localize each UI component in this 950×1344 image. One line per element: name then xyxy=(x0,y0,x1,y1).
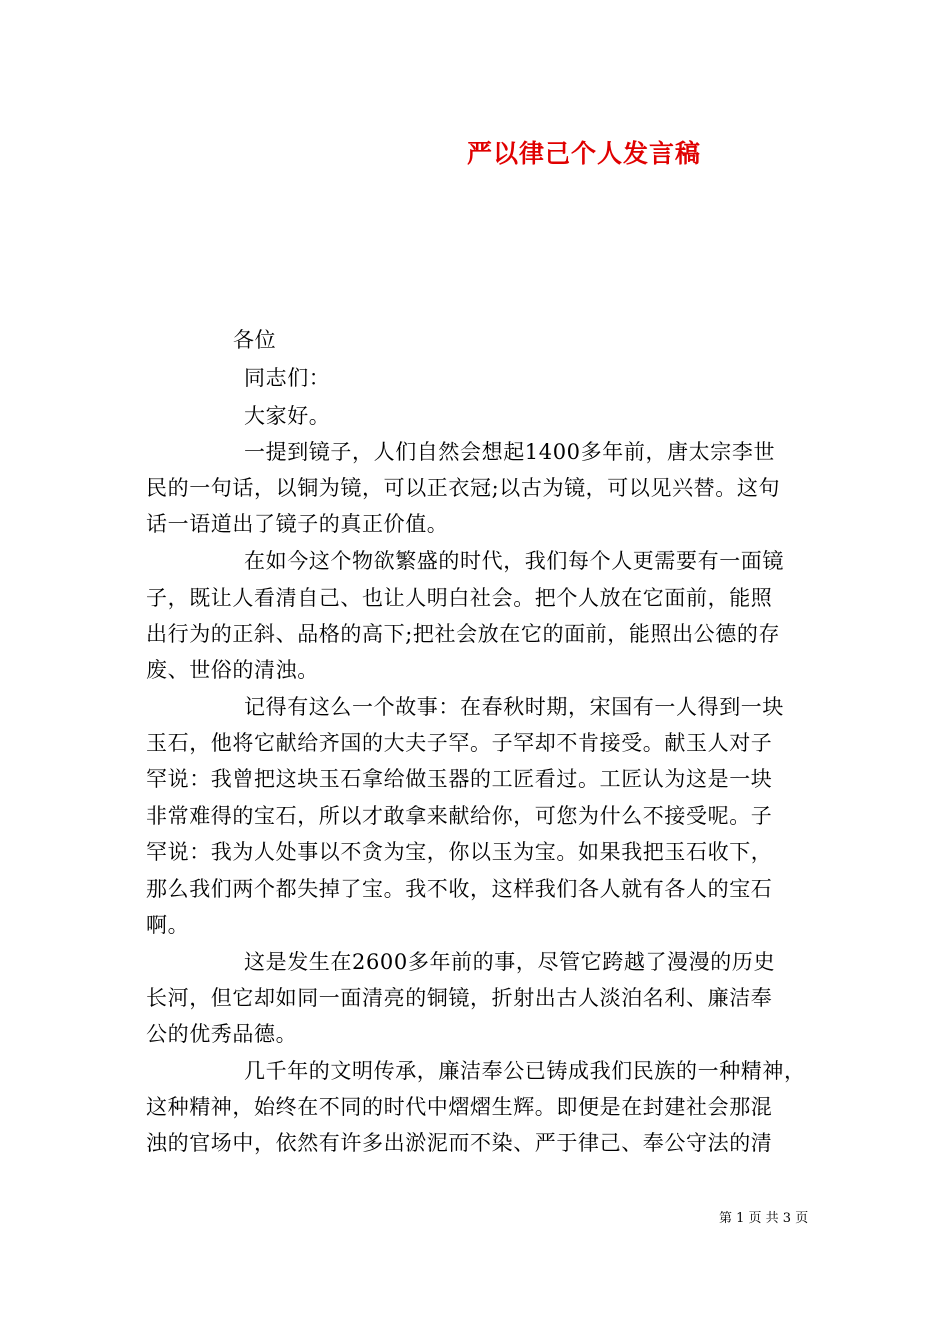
body-line: 公的优秀品德。 xyxy=(146,1022,298,1046)
body-line: 在如今这个物欲繁盛的时代，我们每个人更需要有一面镜 xyxy=(244,549,784,573)
document-title: 严以律己个人发言稿 xyxy=(467,139,702,168)
body-line: 同志们： xyxy=(244,366,331,390)
body-line: 话一语道出了镜子的真正价值。 xyxy=(146,512,449,536)
body-line: 那么我们两个都失掉了宝。我不收，这样我们各人就有各人的宝石 xyxy=(146,877,773,901)
body-line: 罕说：我为人处事以不贪为宝，你以玉为宝。如果我把玉石收下， xyxy=(146,840,773,864)
body-line: 各位 xyxy=(233,328,277,352)
body-line: 记得有这么一个故事：在春秋时期，宋国有一人得到一块 xyxy=(244,695,784,719)
body-line: 民的一句话，以铜为镜，可以正衣冠;以古为镜，可以见兴替。这句 xyxy=(146,476,781,500)
body-line: 废、世俗的清浊。 xyxy=(146,658,319,682)
body-line: 非常难得的宝石，所以才敢拿来献给你，可您为什么不接受呢。子 xyxy=(146,804,773,828)
body-line: 浊的官场中，依然有许多出淤泥而不染、严于律己、奉公守法的清 xyxy=(146,1131,773,1155)
body-line: 这是发生在2600多年前的事，尽管它跨越了漫漫的历史 xyxy=(244,950,776,974)
body-line: 玉石，他将它献给齐国的大夫子罕。子罕却不肯接受。献玉人对子 xyxy=(146,731,773,755)
body-line: 大家好。 xyxy=(244,404,331,428)
page-footer: 第 1 页 共 3 页 xyxy=(719,1211,809,1226)
body-line: 长河，但它却如同一面清亮的铜镜，折射出古人淡泊名利、廉洁奉 xyxy=(146,986,773,1010)
body-line: 出行为的正斜、品格的高下;把社会放在它的面前，能照出公德的存 xyxy=(146,622,781,646)
body-line: 啊。 xyxy=(146,913,190,937)
body-line: 罕说：我曾把这块玉石拿给做玉器的工匠看过。工匠认为这是一块 xyxy=(146,767,773,791)
body-line: 这种精神，始终在不同的时代中熠熠生辉。即便是在封建社会那混 xyxy=(146,1095,773,1119)
body-line: 一提到镜子，人们自然会想起1400多年前，唐太宗李世 xyxy=(244,440,776,464)
body-line: 几千年的文明传承，廉洁奉公已铸成我们民族的一种精神， xyxy=(244,1059,806,1083)
body-line: 子，既让人看清自己、也让人明白社会。把个人放在它面前，能照 xyxy=(146,586,773,610)
